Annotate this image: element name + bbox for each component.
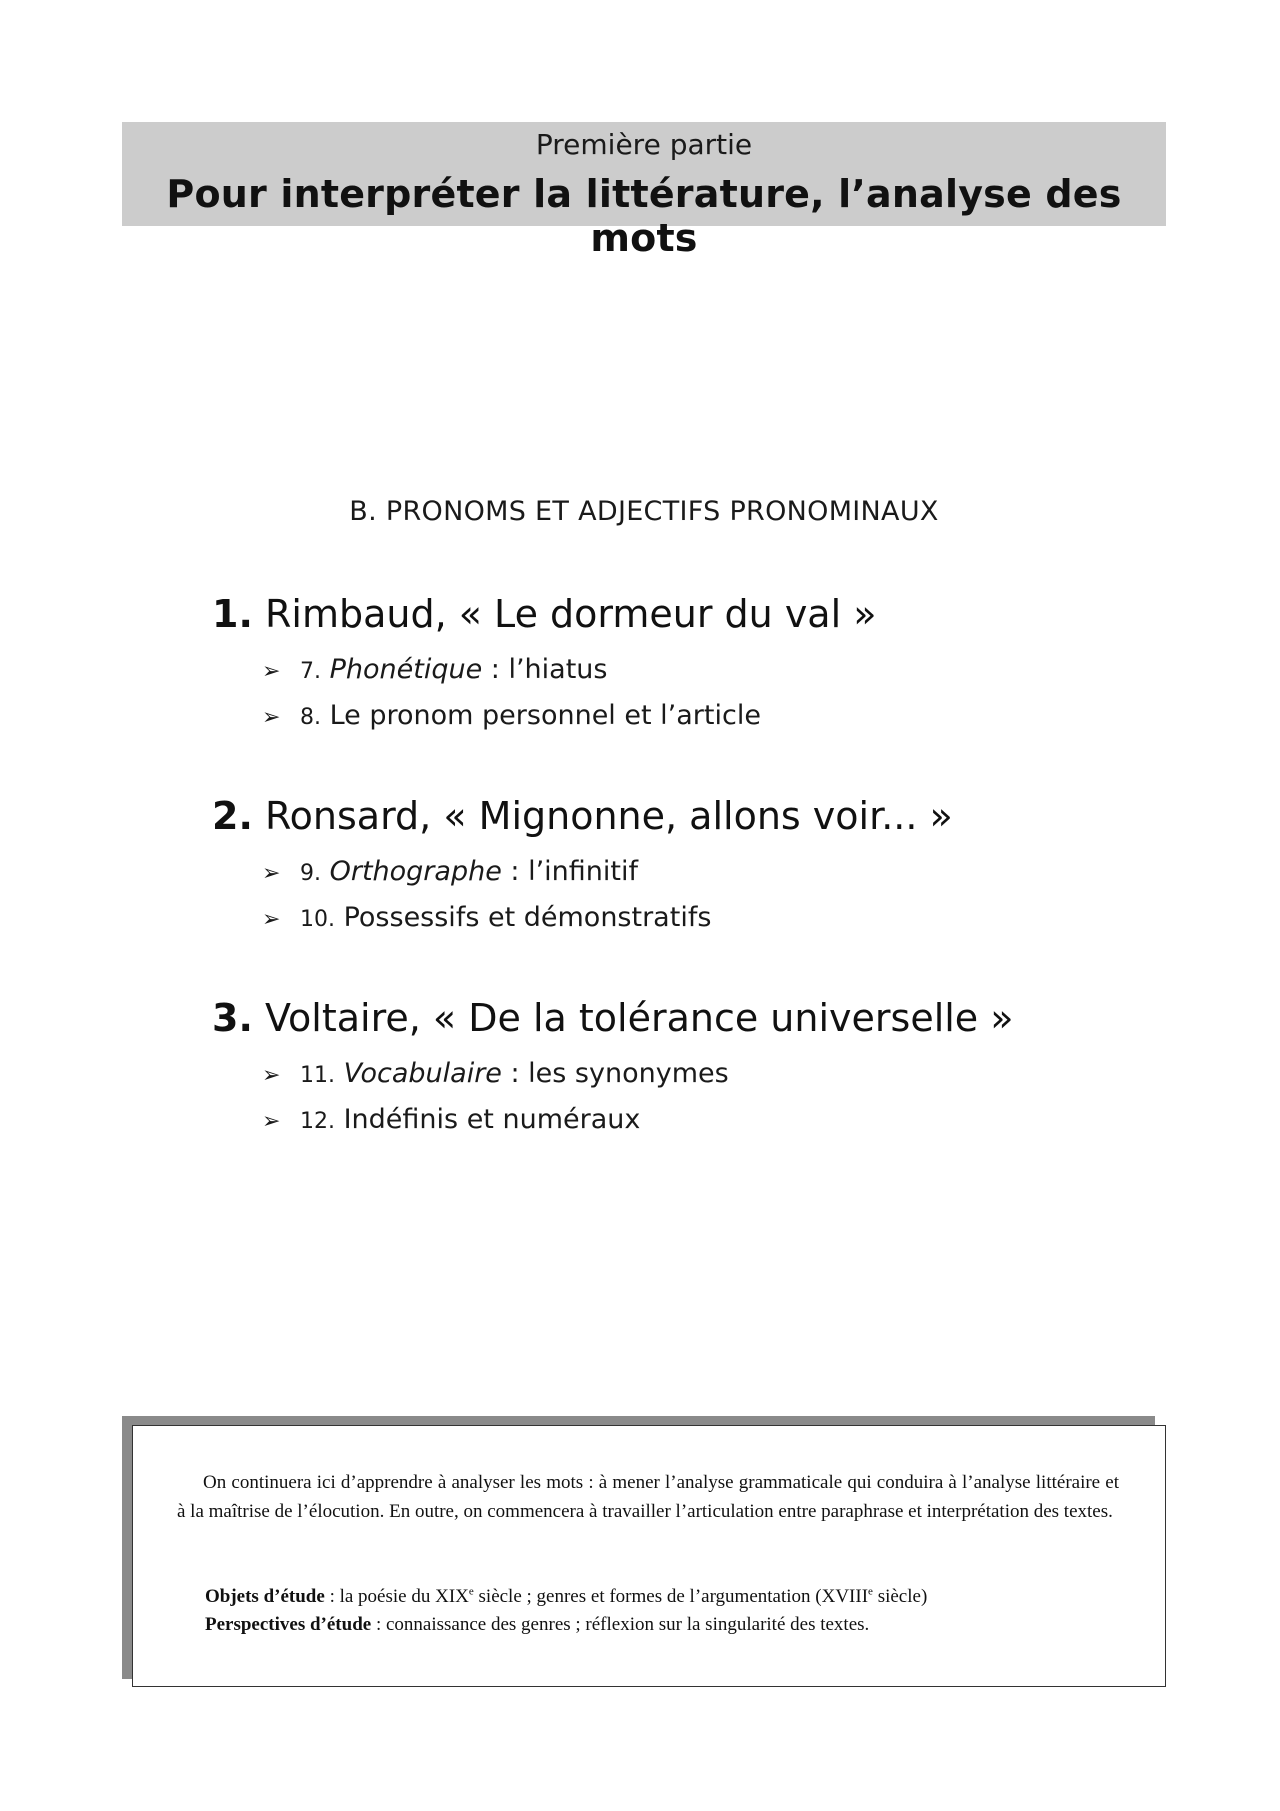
part-label: Première partie	[535, 128, 753, 161]
part-banner	[122, 122, 1166, 260]
item-text: Possessifs et démonstratifs	[343, 902, 712, 933]
chapter-heading	[212, 592, 876, 636]
page-title: Pour interpréter la littérature, l’analyse des mots	[166, 172, 1122, 260]
chapter-heading	[212, 996, 1014, 1040]
section-title: B. PRONOMS ET ADJECTIFS PRONOMINAUX	[349, 496, 939, 527]
objects-text-c: siècle)	[872, 1586, 928, 1607]
chapter-heading	[212, 794, 953, 838]
objects-text-a: : la poésie du XIX	[324, 1586, 469, 1607]
item-number: 7.	[300, 659, 321, 684]
item-category: Orthographe	[329, 856, 502, 887]
item-number: 8.	[300, 705, 321, 730]
list-item	[262, 902, 711, 933]
arrow-bullet-icon: ➢	[262, 1063, 281, 1088]
chapter-number: 2.	[212, 794, 253, 838]
item-text: Le pronom personnel et l’article	[329, 700, 761, 731]
list-item	[262, 856, 638, 887]
chapter-title: Voltaire, « De la tolérance universelle »	[264, 996, 1014, 1040]
list-item	[262, 700, 761, 731]
item-text: : l’hiatus	[482, 654, 608, 685]
chapter-number: 3.	[212, 996, 253, 1040]
arrow-bullet-icon: ➢	[262, 1109, 281, 1134]
item-number: 11.	[300, 1063, 335, 1088]
objects-sup-b: e	[868, 1585, 873, 1598]
item-category: Phonétique	[329, 654, 483, 685]
item-number: 9.	[300, 861, 321, 886]
arrow-bullet-icon: ➢	[262, 861, 281, 886]
arrow-bullet-icon: ➢	[262, 907, 281, 932]
perspectives-text: : connaissance des genres ; réflexion sur la singularité des textes.	[371, 1614, 870, 1635]
item-number: 10.	[300, 907, 335, 932]
objects-label: Objets d’étude	[205, 1586, 325, 1607]
chapter-number: 1.	[212, 592, 253, 636]
perspectives-label: Perspectives d’étude	[205, 1614, 372, 1635]
objects-sup-a: e	[468, 1585, 474, 1598]
item-text: : l’infinitif	[501, 856, 638, 887]
note-paragraph: On continuera ici d’apprendre à analyser les mots : à mener l’analyse grammaticale qui conduira à l’analyse littéraire et à la maîtrise de l’élocution. En outre, on commencera à travailler l’articulation entre paraphrase et interprétation des textes.	[177, 1472, 1119, 1522]
item-number: 12.	[300, 1109, 335, 1134]
perspectives-line	[205, 1614, 869, 1636]
item-text: : les synonymes	[501, 1058, 729, 1089]
arrow-bullet-icon: ➢	[262, 659, 281, 684]
arrow-bullet-icon: ➢	[262, 705, 281, 730]
objects-text-b: siècle ; genres et formes de l’argumentation (XVIII	[473, 1586, 869, 1607]
chapter-title: Rimbaud, « Le dormeur du val »	[264, 592, 877, 636]
list-item	[262, 654, 607, 685]
note-box	[132, 1425, 1166, 1687]
list-item	[262, 1058, 729, 1089]
objects-line	[205, 1586, 927, 1608]
item-category: Vocabulaire	[343, 1058, 502, 1089]
item-text: Indéfinis et numéraux	[343, 1104, 641, 1135]
list-item	[262, 1104, 640, 1135]
chapter-title: Ronsard, « Mignonne, allons voir... »	[264, 794, 953, 838]
